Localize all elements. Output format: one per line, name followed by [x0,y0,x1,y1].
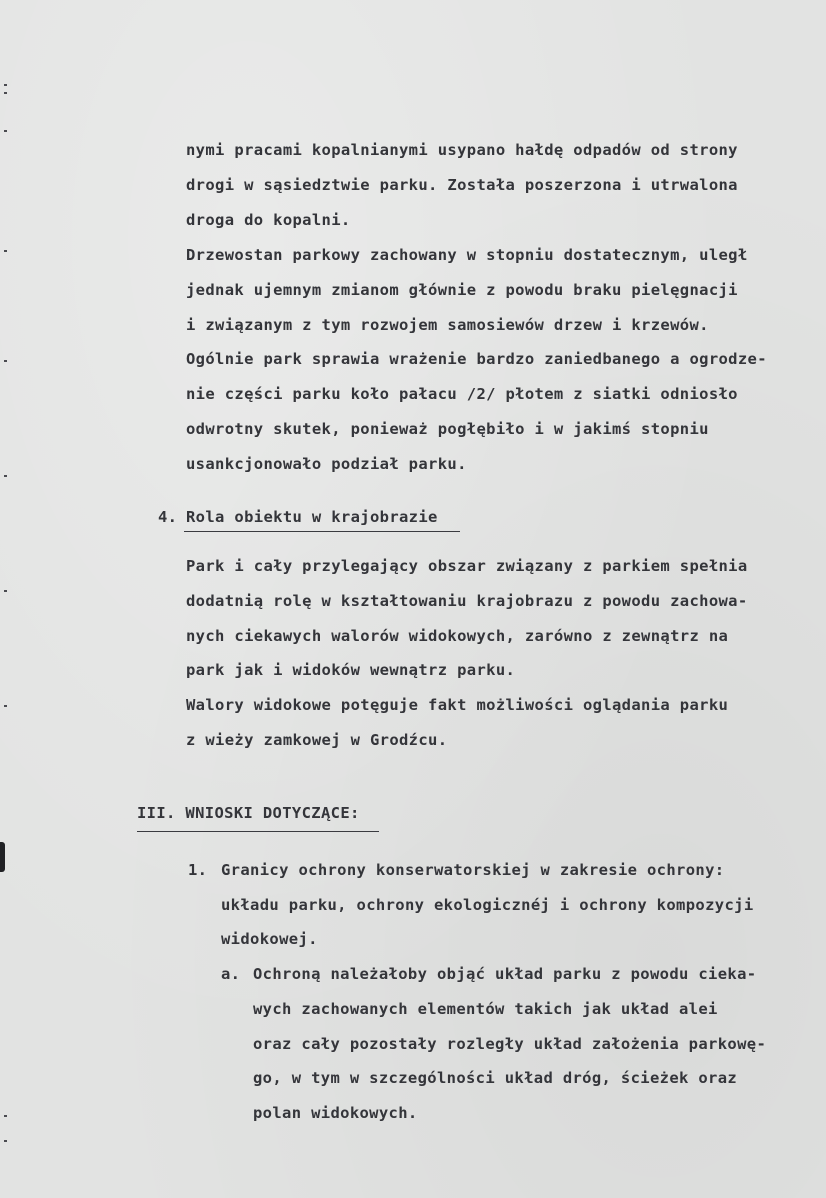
item-1-line-2: układu parku, ochrony ekologicznéj i ochrony kompozycji [221,896,754,914]
item-1-line-1: Granicy ochrony konserwatorskiej w zakresie ochrony: [221,861,725,879]
item-a-letter: a. [221,965,241,983]
paragraph-1-line-2: drogi w sąsiedztwie parku. Została poszerzona i utrwalona [186,176,738,194]
item-1-number: 1. [188,861,208,879]
section-4-line-6: z wieży zamkowej w Grodźcu. [186,731,448,749]
margin-mark [4,705,7,707]
paragraph-1-line-7: Ogólnie park sprawia wrażenie bardzo zaniedbanego a ogrodze- [186,350,767,368]
section-III-title: III. WNIOSKI DOTYCZĄCE: [137,804,360,822]
margin-mark [4,250,7,252]
margin-mark [4,1140,7,1142]
margin-mark [4,84,7,86]
section-4-line-4: park jak i widoków wewnątrz parku. [186,661,516,679]
paragraph-1-line-5: jednak ujemnym zmianom głównie z powodu braku pielęgnacji [186,281,738,299]
margin-mark [4,92,7,94]
margin-mark [4,130,7,132]
paragraph-1-line-1: nymi pracami kopalnianymi usypano hałdę odpadów od strony [186,141,738,159]
paragraph-1-line-9: odwrotny skutek, ponieważ pogłębiło i w jakimś stopniu [186,420,709,438]
section-4-line-3: nych ciekawych walorów widokowych, zarówno z zewnątrz na [186,627,729,645]
item-1-line-3: widokowej. [221,930,318,948]
margin-mark [4,590,7,592]
item-a-line-2: wych zachowanych elementów takich jak układ alei [253,1000,718,1018]
item-a-line-5: polan widokowych. [253,1104,418,1122]
section-4-line-5: Walory widokowe potęguje fakt możliwości oglądania parku [186,696,729,714]
section-4-number: 4. [158,508,178,526]
paragraph-1-line-8: nie części parku koło pałacu /2/ płotem z siatki odniosło [186,385,738,403]
item-a-line-4: go, w tym w szczególności układ dróg, ścieżek oraz [253,1069,738,1087]
margin-mark [4,475,7,477]
paragraph-1-line-6: i związanym z tym rozwojem samosiewów drzew i krzewów. [186,316,709,334]
binder-hole-mark [0,842,5,872]
margin-mark [4,1115,7,1117]
paragraph-1-line-3: droga do kopalni. [186,211,351,229]
section-III-underline [137,831,379,832]
margin-mark [4,360,7,362]
item-a-line-1: Ochroną należałoby objąć układ parku z powodu cieka- [253,965,757,983]
section-4-line-2: dodatnią rolę w kształtowaniu krajobrazu z powodu zachowa- [186,592,748,610]
section-4-title: Rola obiektu w krajobrazie [186,508,438,526]
paragraph-1-line-10: usankcjonowało podział parku. [186,455,467,473]
paragraph-1-line-4: Drzewostan parkowy zachowany w stopniu dostatecznym, uległ [186,246,748,264]
section-4-underline [184,531,460,532]
item-a-line-3: oraz cały pozostały rozległy układ założenia parkowę- [253,1035,767,1053]
section-4-line-1: Park i cały przylegający obszar związany z parkiem spełnia [186,557,748,575]
